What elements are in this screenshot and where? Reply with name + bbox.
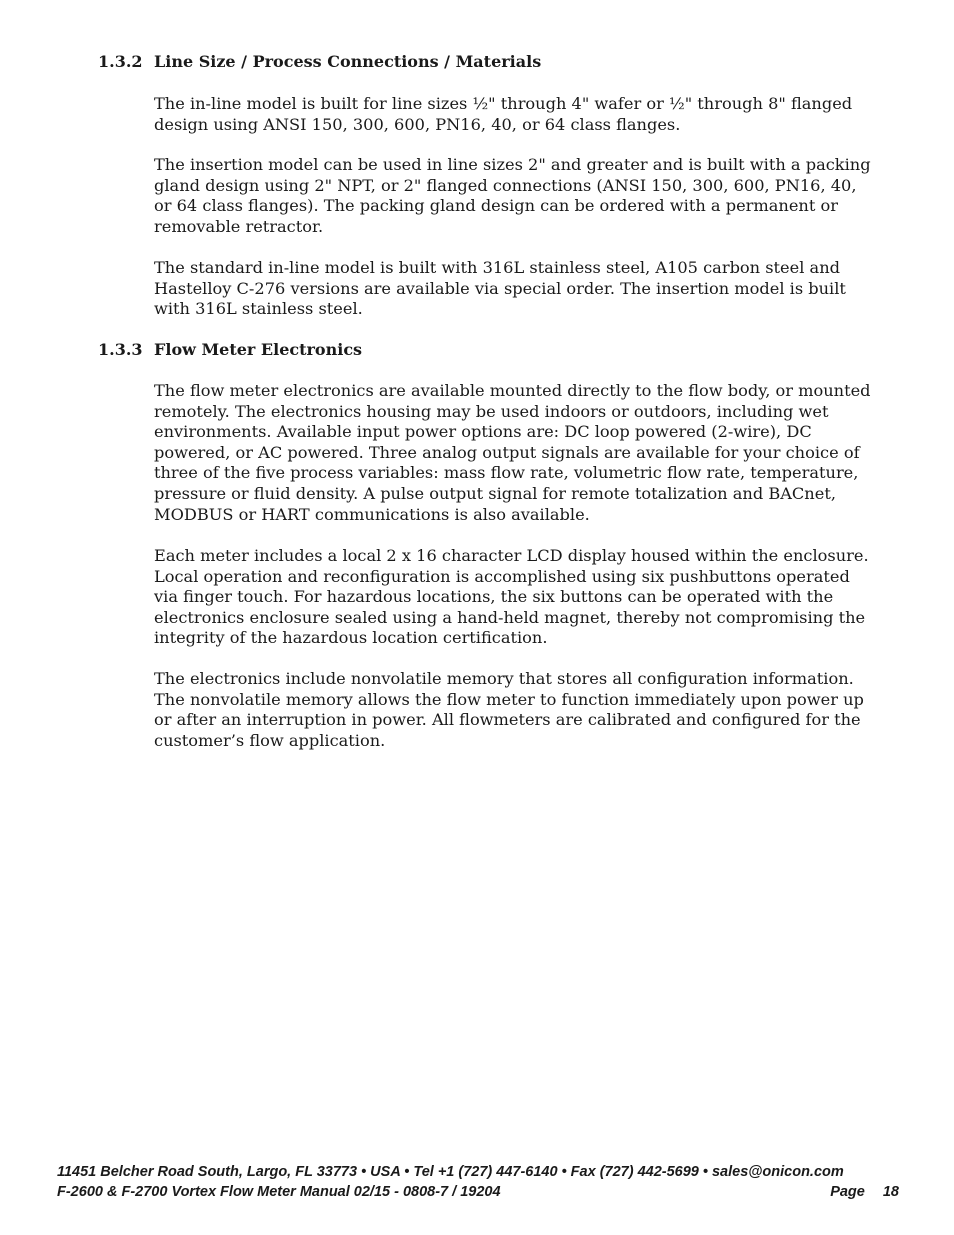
page-label: Page	[830, 1184, 865, 1200]
section-title: Flow Meter Electronics	[154, 340, 363, 359]
section-title: Line Size / Process Connections / Materials	[154, 52, 542, 71]
page-footer	[57, 1162, 899, 1202]
section-number: 1.3.2	[98, 52, 143, 71]
page-number: 18	[882, 1184, 899, 1200]
paragraph: The standard in-line model is built with 316L stainless steel, A105 carbon steel and Hastelloy C-276 versions are available via special order. The insertion model is built with 316L stainless steel.	[154, 258, 846, 319]
paragraph: The flow meter electronics are available mounted directly to the flow body, or mounted remotely. The electronics housing may be used indoors or outdoors, including wet environments. Available input power options are: DC loop powered (2-wire), DC powered, or AC powered. Three analog output signals are available for your choice of three of the five process variables: mass flow rate, volumetric flow rate, temperature, pressure or fluid density. A pulse output signal for remote totalization and BACnet, MODBUS or HART communications is also available.	[154, 381, 871, 524]
paragraph: The in-line model is built for line sizes ½" through 4" wafer or ½" through 8" flanged design using ANSI 150, 300, 600, PN16, 40, or 64 class flanges.	[154, 94, 853, 134]
paragraph: Each meter includes a local 2 x 16 character LCD display housed within the enclosure. Local operation and reconfiguration is accomplished using six pushbuttons operated via finger touch. For hazardous locations, the six buttons can be operated with the electronics enclosure sealed using a hand-held magnet, thereby not compromising the integrity of the hazardous location certification.	[154, 546, 869, 648]
page-number-block	[830, 1182, 899, 1202]
section-heading-1-3-3	[98, 340, 878, 360]
footer-manual-id: F-2600 & F-2700 Vortex Flow Meter Manual 02/15 - 0808-7 / 19204	[57, 1184, 501, 1200]
footer-address: 11451 Belcher Road South, Largo, FL 33773 • USA • Tel +1 (727) 447-6140 • Fax (727) 442-5699 • sales@onicon.com	[57, 1164, 844, 1180]
section-number: 1.3.3	[98, 340, 143, 359]
paragraph: The insertion model can be used in line sizes 2" and greater and is built with a packing gland design using 2" NPT, or 2" flanged connections (ANSI 150, 300, 600, PN16, 40, or 64 class flanges). The packing gland design can be ordered with a permanent or removable retractor.	[154, 155, 871, 236]
paragraph: The electronics include nonvolatile memory that stores all configuration information. The nonvolatile memory allows the flow meter to function immediately upon power up or after an interruption in power. All flowmeters are calibrated and configured for the customer’s flow application.	[154, 669, 864, 750]
section-heading-1-3-2	[98, 52, 878, 72]
